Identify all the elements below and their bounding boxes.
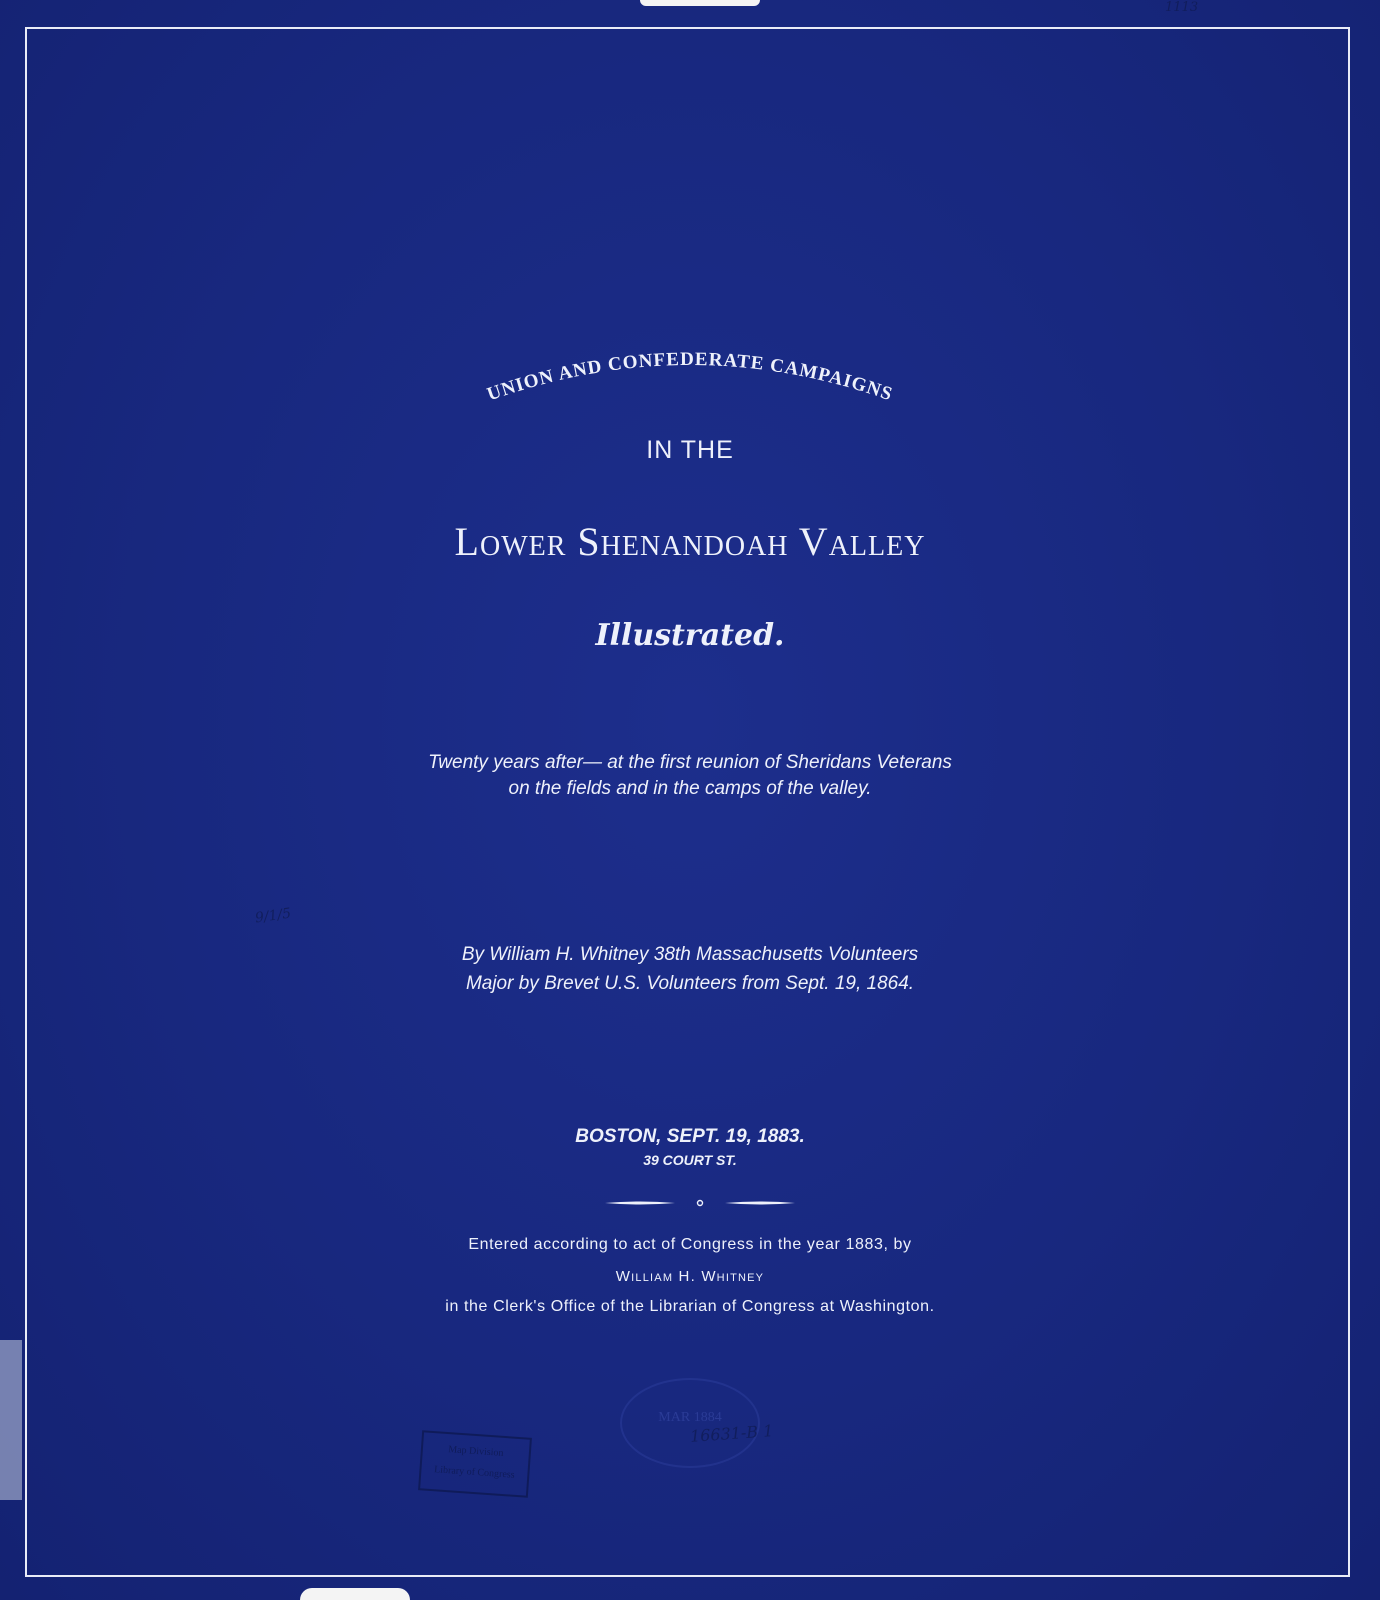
copyright-line-1: Entered according to act of Congress in the year 1883, by (468, 1236, 912, 1253)
subtitle-line-1: Twenty years after— at the first reunion of Sheridans Veterans (428, 752, 952, 773)
paper-tear-bottom (300, 1588, 410, 1600)
svg-text:UNION AND CONFEDERATE CAMPAIGN (484, 349, 895, 405)
author-line-2: Major by Brevet U.S. Volunteers from Sept. 19, 1864. (465, 973, 915, 994)
copyright-line-3: in the Clerk's Office of the Librarian of Congress at Washington. (445, 1298, 935, 1315)
copyright-line-2: William H. Whitney (615, 1268, 765, 1285)
in-the-line: IN THE (646, 436, 734, 464)
arc-title-text: UNION AND CONFEDERATE CAMPAIGNS (484, 348, 896, 406)
corner-note: 1113 (1165, 0, 1199, 15)
stamp-line-2: Library of Congress (433, 1464, 515, 1481)
author-line-1: By William H. Whitney 38th Massachusetts Volunteers (461, 944, 919, 965)
paper-wear-left (0, 1340, 22, 1500)
handwritten-number: 16631-B 1 (689, 1421, 774, 1446)
main-title: Lower Shenandoah Valley (454, 519, 926, 564)
receipt-stamp-text: MAR 1884 (658, 1410, 722, 1425)
subtitle-line-2: on the fields and in the camps of the valley. (508, 778, 872, 799)
ornament-divider (600, 1196, 800, 1210)
stamp-line-1: Map Division (447, 1444, 504, 1459)
margin-note: 9/1/5 (254, 905, 293, 927)
address-line: 39 COURT ST. (643, 1152, 737, 1168)
border-frame (25, 27, 1350, 1577)
illustrated-label: Illustrated. (595, 618, 785, 653)
place-date: BOSTON, SEPT. 19, 1883. (575, 1126, 805, 1147)
arc-title (430, 330, 950, 440)
paper-tear-top (640, 0, 760, 6)
map-division-stamp (418, 1430, 532, 1498)
